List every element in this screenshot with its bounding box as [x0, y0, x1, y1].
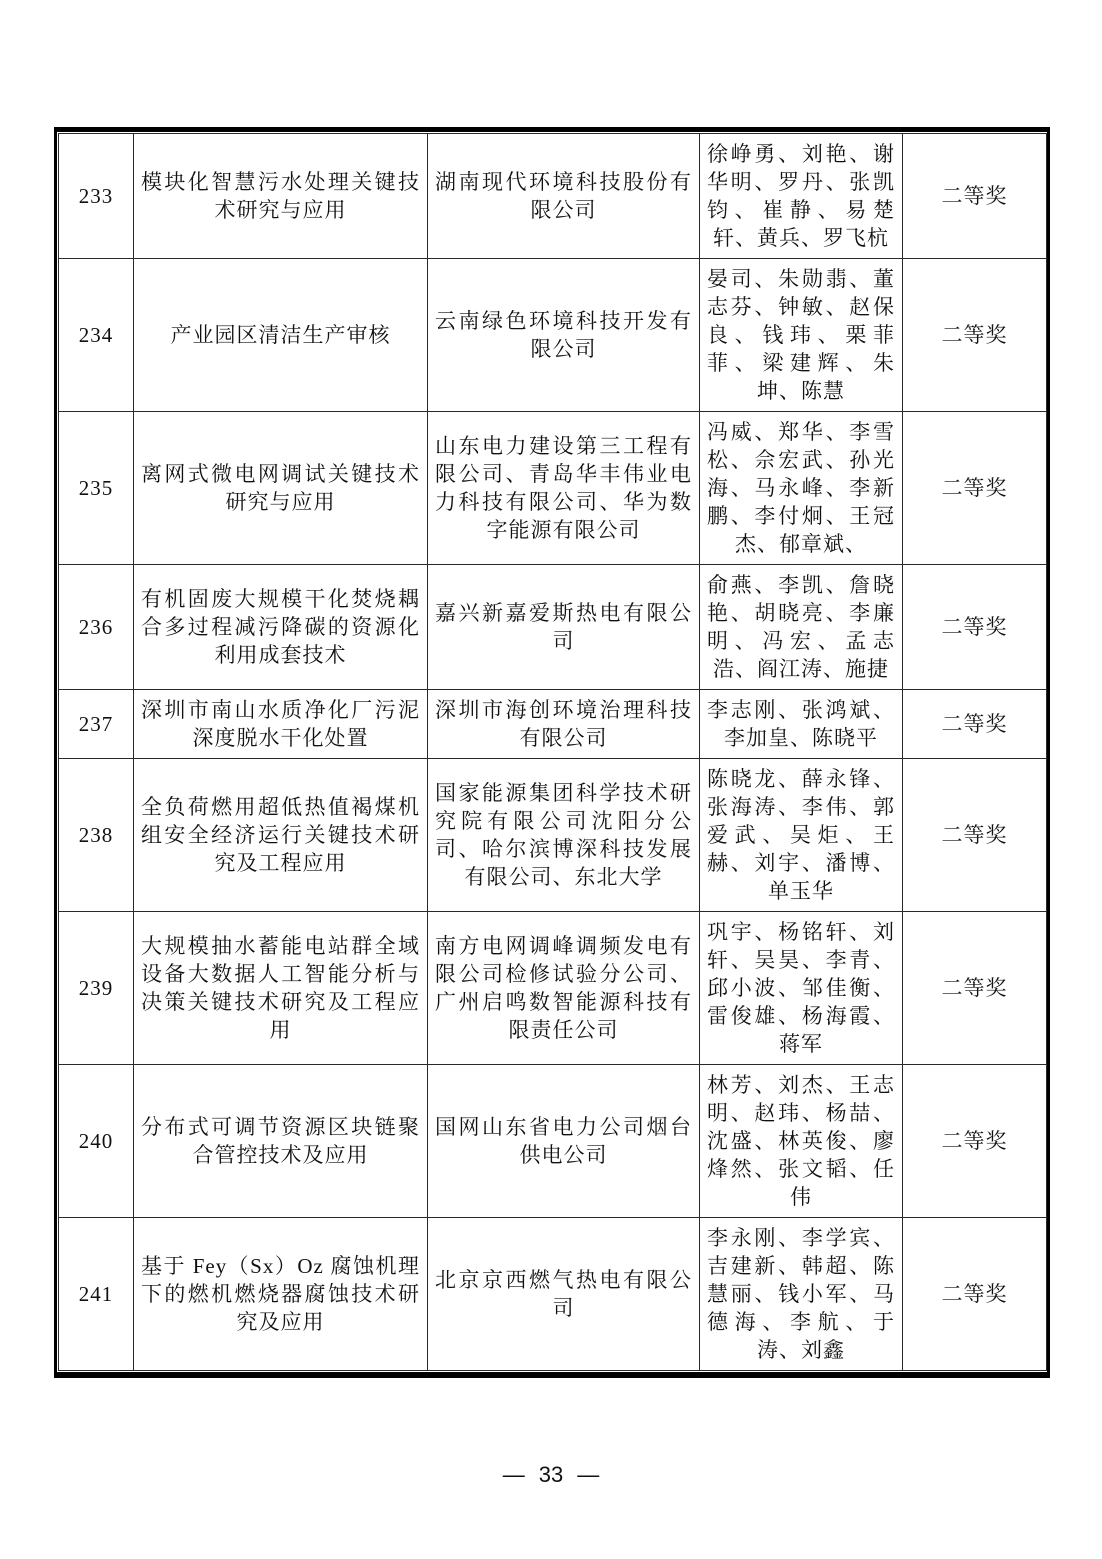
awardees: 巩宇、杨铭轩、刘轩、吴昊、李青、邱小波、邹佳衡、雷俊雄、杨海霞、蒋军: [700, 912, 903, 1065]
awardees: 李志刚、张鸿斌、李加皇、陈晓平: [700, 690, 903, 759]
table-row: [59, 690, 1047, 759]
award-level: 二等奖: [903, 134, 1047, 259]
footer-dash-right: —: [577, 1462, 600, 1487]
organization: 湖南现代环境科技股份有限公司: [428, 134, 700, 259]
table-row: [59, 1218, 1047, 1371]
page-footer: [0, 1462, 1102, 1488]
organization: 云南绿色环境科技开发有限公司: [428, 259, 700, 412]
row-number: 237: [59, 690, 134, 759]
award-level: 二等奖: [903, 1218, 1047, 1371]
project-title: 全负荷燃用超低热值褐煤机组安全经济运行关键技术研究及工程应用: [134, 759, 428, 912]
row-number: 241: [59, 1218, 134, 1371]
organization: 国网山东省电力公司烟台供电公司: [428, 1065, 700, 1218]
awardees: 陈晓龙、薛永锋、张海涛、李伟、郭爱武、吴炬、王赫、刘宇、潘博、单玉华: [700, 759, 903, 912]
row-number: 234: [59, 259, 134, 412]
page-number: 33: [538, 1462, 564, 1487]
row-number: 239: [59, 912, 134, 1065]
row-number: 240: [59, 1065, 134, 1218]
project-title: 基于 Fey（Sx）Oz 腐蚀机理下的燃机燃烧器腐蚀技术研究及应用: [134, 1218, 428, 1371]
project-title: 产业园区清洁生产审核: [134, 259, 428, 412]
row-number: 233: [59, 134, 134, 259]
table-row: [59, 412, 1047, 565]
organization: 深圳市海创环境治理科技有限公司: [428, 690, 700, 759]
award-table-border: [54, 127, 1050, 1378]
organization: 山东电力建设第三工程有限公司、青岛华丰伟业电力科技有限公司、华为数字能源有限公司: [428, 412, 700, 565]
award-level: 二等奖: [903, 912, 1047, 1065]
organization: 南方电网调峰调频发电有限公司检修试验分公司、广州启鸣数智能源科技有限责任公司: [428, 912, 700, 1065]
table-row: [59, 259, 1047, 412]
awardees: 晏司、朱勋翡、董志芬、钟敏、赵保良、钱玮、栗菲菲、梁建辉、朱坤、陈慧: [700, 259, 903, 412]
organization: 国家能源集团科学技术研究院有限公司沈阳分公司、哈尔滨博深科技发展有限公司、东北大学: [428, 759, 700, 912]
organization: 北京京西燃气热电有限公司: [428, 1218, 700, 1371]
project-title: 有机固废大规模干化焚烧耦合多过程减污降碳的资源化利用成套技术: [134, 565, 428, 690]
table-row: [59, 759, 1047, 912]
award-level: 二等奖: [903, 759, 1047, 912]
project-title: 大规模抽水蓄能电站群全域设备大数据人工智能分析与决策关键技术研究及工程应用: [134, 912, 428, 1065]
project-title: 深圳市南山水质净化厂污泥深度脱水干化处置: [134, 690, 428, 759]
table-row: [59, 1065, 1047, 1218]
row-number: 235: [59, 412, 134, 565]
project-title: 分布式可调节资源区块链聚合管控技术及应用: [134, 1065, 428, 1218]
award-table: [58, 133, 1047, 1371]
table-row: [59, 134, 1047, 259]
award-level: 二等奖: [903, 565, 1047, 690]
table-row: [59, 912, 1047, 1065]
row-number: 238: [59, 759, 134, 912]
award-level: 二等奖: [903, 412, 1047, 565]
award-level: 二等奖: [903, 1065, 1047, 1218]
project-title: 离网式微电网调试关键技术研究与应用: [134, 412, 428, 565]
awardees: 林芳、刘杰、王志明、赵玮、杨喆、沈盛、林英俊、廖烽然、张文韬、任伟: [700, 1065, 903, 1218]
awardees: 李永刚、李学宾、吉建新、韩超、陈慧丽、钱小军、马德海、李航、于涛、刘鑫: [700, 1218, 903, 1371]
row-number: 236: [59, 565, 134, 690]
table-row: [59, 565, 1047, 690]
organization: 嘉兴新嘉爱斯热电有限公司: [428, 565, 700, 690]
awardees: 冯威、郑华、李雪松、佘宏武、孙光海、马永峰、李新鹏、李付炯、王冠杰、郁章斌、: [700, 412, 903, 565]
awardees: 俞燕、李凯、詹晓艳、胡晓亮、李廉明、冯宏、孟志浩、阎江涛、施捷: [700, 565, 903, 690]
award-level: 二等奖: [903, 690, 1047, 759]
project-title: 模块化智慧污水处理关键技术研究与应用: [134, 134, 428, 259]
awardees: 徐峥勇、刘艳、谢华明、罗丹、张凯钧、崔静、易楚轩、黄兵、罗飞杭: [700, 134, 903, 259]
footer-dash-left: —: [502, 1462, 525, 1487]
award-level: 二等奖: [903, 259, 1047, 412]
